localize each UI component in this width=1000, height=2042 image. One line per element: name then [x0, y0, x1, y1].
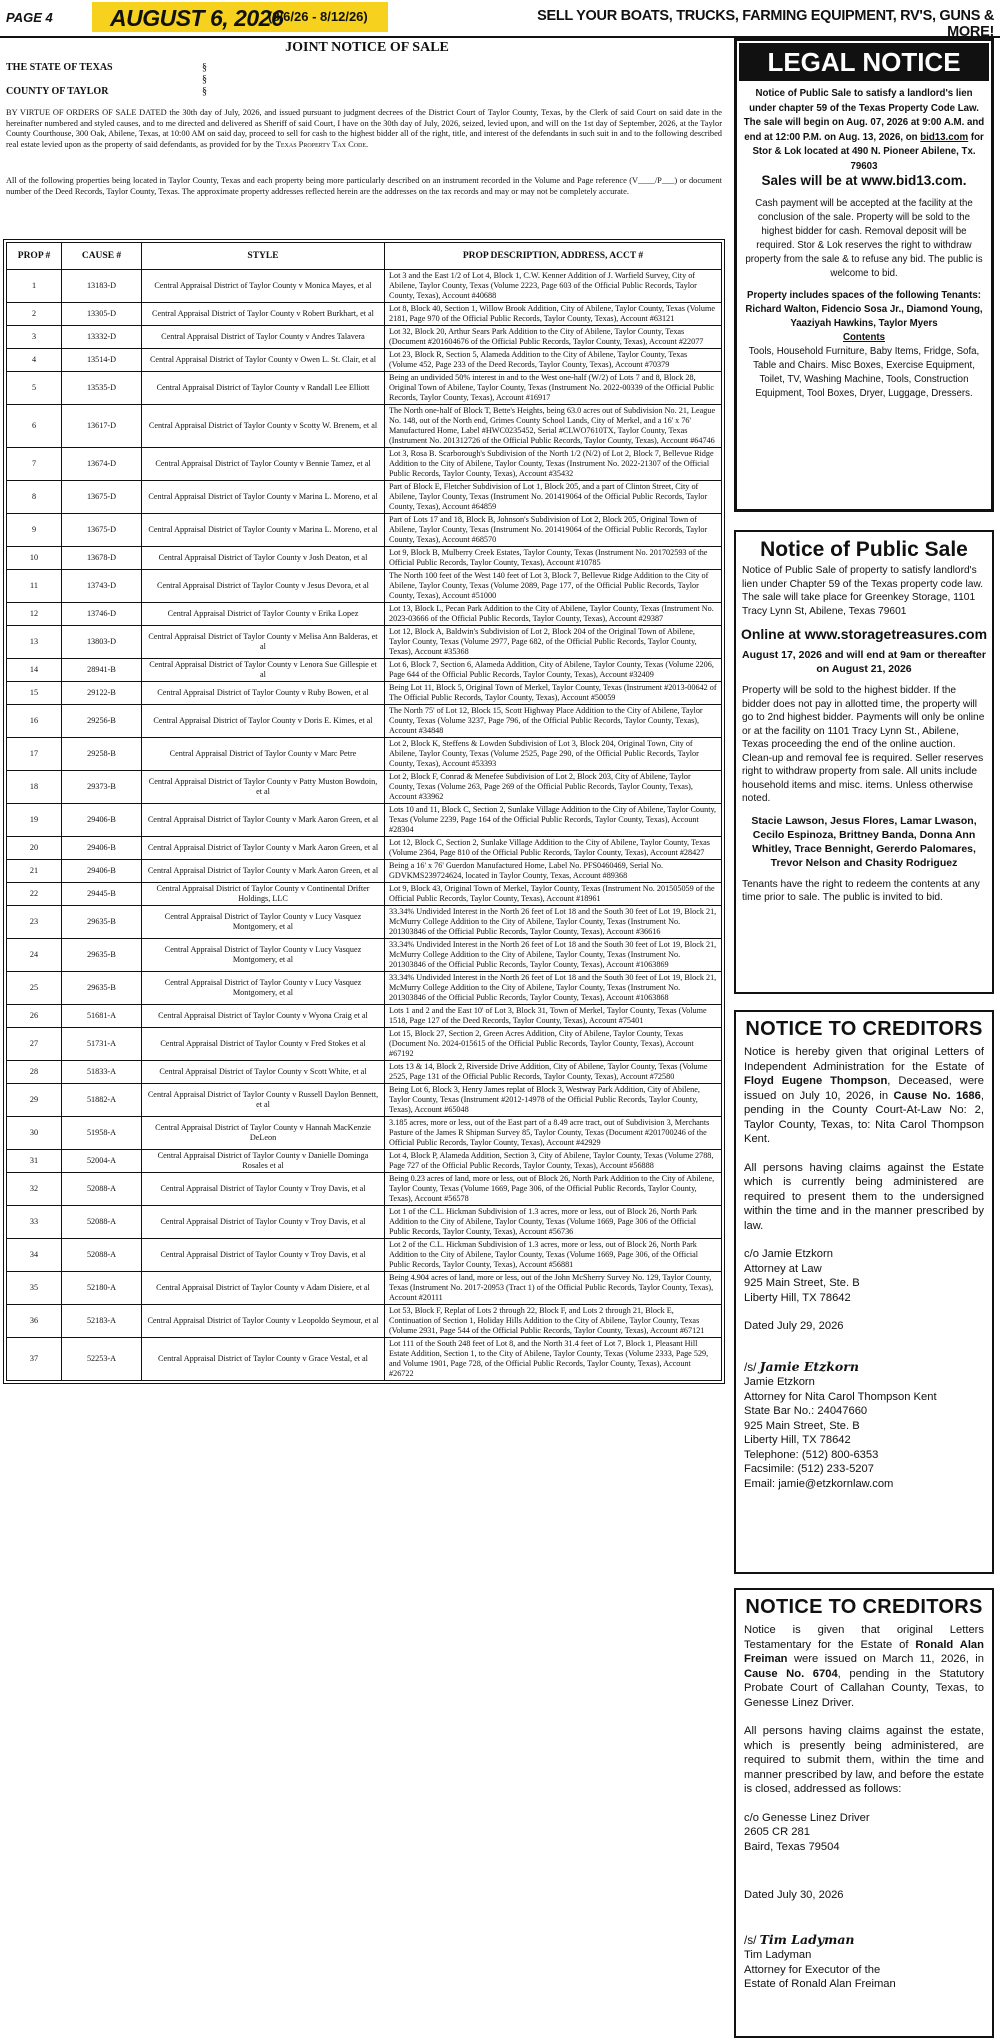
col-cause: CAUSE #: [62, 243, 142, 269]
table-row: [7, 303, 721, 326]
public-sale-terms: Property will be sold to the highest bidder. If the bidder does not pay in allotted time, the property will go to 2nd highest bidder. Payments will only be online or at the facility on 1101 Tracy Lynn St., Abilene, Texas proceeding the end of the online auction. Clean-up and removal fee is required. Seller reserves right to withdraw property from sale. All units include household items and misc. items. Unless otherwise noted.: [742, 685, 985, 804]
cause-number: 29258-B: [62, 738, 142, 770]
location-paragraph: All of the following properties being located in Taylor County, Texas and each property being more particularly described on an instrument recorded in the Volume and Page reference (V____/P___) or document number of the Deed Records, Taylor County, Texas. The approximate property addresses reflected herein are the addresses on the tax records and may or may not be completely accurate.: [6, 176, 722, 196]
cause-number: 13183-D: [62, 270, 142, 302]
property-description: Lots 1 and 2 and the East 10' of Lot 3, Block 31, Town of Merkel, Taylor County, Texas (Volume 1518, Page 127 of the Deed Records, Taylor County, Texas), Account #75401: [389, 1006, 707, 1025]
property-description: Lot 111 of the South 248 feet of Lot 8, and the North 31.4 feet of Lot 7, Block 1, Pleasant Hill Estate Addition, Section 1, to the City of Abilene, Taylor County, Texas (Volume 2333, Page 529, and Volume 1901, Page 728, of the Official Public Records, Taylor County, Texas), Account #26722: [389, 1339, 709, 1378]
case-style: Central Appraisal District of Taylor County v Randall Lee Elliott: [142, 372, 385, 404]
case-style: Central Appraisal District of Taylor County v Marc Petre: [142, 738, 385, 770]
case-style: Central Appraisal District of Taylor County v Wyona Craig et al: [142, 1005, 385, 1027]
prop-number: 37: [7, 1338, 62, 1380]
case-style: Central Appraisal District of Taylor County v Ruby Bowen, et al: [142, 682, 385, 704]
property-description: 33.34% Undivided Interest in the North 26 feet of Lot 18 and the South 30 feet of Lot 19, Block 21, McMurry College Addition to the City of Abilene, Taylor County, Texas (Instrument No. 201303846 of the Official Public Records, Taylor County, Texas), Account #1063869: [389, 940, 717, 969]
table-row: [7, 481, 721, 514]
table-body: [7, 270, 721, 1380]
cause-number: 13305-D: [62, 303, 142, 325]
prop-number: 33: [7, 1206, 62, 1238]
property-description: The North 100 feet of the West 140 feet of Lot 3, Block 7, Bellevue Ridge Addition to the City of Abilene, Taylor County, Texas (Volume 2089, Page 177, of the Official Public Records, Taylor County, Texas), Account #51000: [389, 571, 709, 600]
property-description: 33.34% Undivided Interest in the North 26 feet of Lot 18 and the South 30 feet of Lot 19, Block 21, McMurry College Addition to the City of Abilene, Taylor County, Texas (Instrument No. 201303846 of the Official Public Records, Taylor County, Texas), Account #1063868: [389, 973, 717, 1002]
signature: /s/ Jamie Etzkorn: [744, 1358, 859, 1374]
cause-number: 29406-B: [62, 804, 142, 836]
property-description: Lot 3, Rosa B. Scarborough's Subdivision of the North 1/2 (N/2) of Lot 2, Block 7, Bellevue Ridge Addition to the City of Abilene, Taylor County, Texas (Instrument No. 2022-21307 of the Official Public Records, Taylor County, Texas), Account #35432: [389, 449, 714, 478]
prop-number: 11: [7, 570, 62, 602]
property-description: Being a 16' x 76' Guerdon Manufactured Home, Label No. PFS0460469, Serial No. GDVKMS239724624, located in Taylor County, Texas, Account #89368: [389, 861, 664, 880]
prop-number: 26: [7, 1005, 62, 1027]
cause-number: 13617-D: [62, 405, 142, 447]
signature-name: Tim Ladyman: [759, 1931, 855, 1947]
property-description: Lot 53, Block F, Replat of Lots 2 through 22, Block F, and Lots 2 through 21, Block E, Continuation of Section 1, Holiday Hills Addition to the City of Abilene, Taylor County, Texas (Volume 2931, Page 544 of the Official Public Records, Taylor County, Texas), Account #67121: [389, 1306, 705, 1335]
property-description: Lot 9, Block B, Mulberry Creek Estates, Taylor County, Texas (Instrument No. 201702593 of the Official Public Records, Taylor County, Texas), Account #10785: [389, 548, 708, 567]
page-header: [0, 0, 1000, 38]
public-sale-tenants: Stacie Lawson, Jesus Flores, Lamar Lwason, Cecilo Espinoza, Brittney Banda, Donna Ann Whitley, Trace Bennight, Gererdo Palomares, Trevor Nelson and Chasity Rodriguez: [751, 814, 977, 869]
cause-number: 29406-B: [62, 837, 142, 859]
property-description: Being Lot 6, Block 3, Henry James replat of Block 3, Westway Park Addition, City of Abilene, Taylor County, Texas (Instrument #2012-14978 of the Official Public Records, Taylor County, Texas), Account #65048: [389, 1085, 700, 1114]
table-row: [7, 738, 721, 771]
prop-number: 21: [7, 860, 62, 882]
prop-number: 30: [7, 1117, 62, 1149]
bid13-link[interactable]: bid13.com: [920, 131, 969, 143]
case-style: Central Appraisal District of Taylor County v Lucy Vasquez Montgomery, et al: [142, 972, 385, 1004]
case-style: Central Appraisal District of Taylor County v Lucy Vasquez Montgomery, et al: [142, 939, 385, 971]
contents-label: Contents: [843, 331, 885, 343]
case-style: Central Appraisal District of Taylor County v Jesus Devora, et al: [142, 570, 385, 602]
property-description: Lot 15, Block 27, Section 2, Green Acres Addition, City of Abilene, Taylor County, Texas (Document No. 2024-015615 of the Official Public Records, Taylor County, Texas), Account #67192: [389, 1029, 694, 1058]
cause-number: 13746-D: [62, 603, 142, 625]
legal-notice: [734, 38, 994, 512]
case-style: Central Appraisal District of Taylor County v Russell Daylon Bennett, et al: [142, 1084, 385, 1116]
table-header: [7, 243, 721, 270]
table-row: [7, 626, 721, 659]
property-description: Part of Lots 17 and 18, Block B, Johnson's Subdivision of Lot 2, Block 205, Original Town of Abilene, Taylor County, Texas (Instrument No. 201419064 of the Official Public Records, Taylor County, Texas), Account #68570: [389, 515, 708, 544]
table-row: [7, 659, 721, 682]
section-symbol: §: [202, 86, 207, 97]
prop-number: 24: [7, 939, 62, 971]
orders-paragraph: BY VIRTUE OF ORDERS OF SALE DATED the 30th day of July, 2026, and issued pursuant to judgment decrees of the District Court of Taylor County, Texas, by the Clerk of said Court on said date in the hereinafter numbered and styled causes, and to me directed and delivered as Sheriff of said Court, I have on the 30th day of July, 2026, seized, levied upon, and will on the 1st day of September, 2026, at the Taylor County Courthouse, 300 Oak, Abilene, Texas, at 10:00 AM on said day, proceed to sell for cash to the highest bidder all of the right, title, and interest of the defendants in such suit in and to the following described real estate levied upon as the property of said defendants, as provided for by the Texas Property Tax Code.: [6, 108, 722, 149]
section-symbol: §: [202, 74, 207, 85]
case-style: Central Appraisal District of Taylor County v Fred Stokes et al: [142, 1028, 385, 1060]
prop-number: 3: [7, 326, 62, 348]
case-style: Central Appraisal District of Taylor County v Troy Davis, et al: [142, 1173, 385, 1205]
cause-number: Cause No. 6704: [744, 1667, 838, 1680]
public-sale-dates: August 17, 2026 and will end at 9am or thereafter on August 21, 2026: [742, 649, 986, 675]
case-style: Central Appraisal District of Taylor County v Continental Drifter Holdings, LLC: [142, 883, 385, 905]
joint-notice-title: JOINT NOTICE OF SALE: [285, 40, 449, 55]
table-row: [7, 1338, 721, 1380]
property-description: Lot 2, Block F, Conrad & Menefee Subdivision of Lot 2, Block 203, City of Abilene, Taylor County, Texas (Volume 263, Page 269 of the Official Public Records, Taylor County, Texas), Account #33962: [389, 772, 693, 801]
prop-number: 17: [7, 738, 62, 770]
cause-number: 51731-A: [62, 1028, 142, 1060]
creditors-address: c/o Genesse Linez Driver 2605 CR 281 Baird, Texas 79504: [744, 1811, 870, 1853]
cause-number: 29635-B: [62, 939, 142, 971]
cause-number: 13675-D: [62, 514, 142, 546]
table-row: [7, 1005, 721, 1028]
creditors-dated: Dated July 30, 2026: [744, 1889, 844, 1901]
table-row: [7, 603, 721, 626]
issue-date: AUGUST 6, 2026: [110, 5, 284, 31]
case-style: Central Appraisal District of Taylor County v Hannah MacKenzie DeLeon: [142, 1117, 385, 1149]
cause-number: 29256-B: [62, 705, 142, 737]
prop-number: 25: [7, 972, 62, 1004]
table-row: [7, 1084, 721, 1117]
property-description: Being 4.904 acres of land, more or less, out of the John McSherry Survey No. 129, Taylor County, Texas (Instrument No. 2017-20953 (Tract 1) of the Official Public Records, Taylor County, Texas), Account #20111: [389, 1273, 714, 1302]
public-sale-redeem: Tenants have the right to redeem the contents at any time prior to sale. The public is invited to bid.: [742, 878, 980, 903]
cause-number: 13675-D: [62, 481, 142, 513]
table-row: [7, 972, 721, 1005]
prop-number: 2: [7, 303, 62, 325]
prop-number: 12: [7, 603, 62, 625]
notice-to-creditors-freiman: [734, 1588, 994, 2038]
case-style: Central Appraisal District of Taylor County v Monica Mayes, et al: [142, 270, 385, 302]
section-symbol: §: [202, 62, 207, 73]
property-description: Lot 12, Block A, Baldwin's Subdivision of Lot 2, Block 204 of the Original Town of Abilene, Taylor County, Texas (Volume 2977, Page 682, of the Official Public Records, Taylor County, Texas), Account #35368: [389, 627, 697, 656]
cause-number: 13674-D: [62, 448, 142, 480]
case-style: Central Appraisal District of Taylor County v Lenora Sue Gillespie et al: [142, 659, 385, 681]
signature-block: Tim Ladyman Attorney for Executor of the Estate of Ronald Alan Freiman: [744, 1949, 896, 1990]
cause-number: 29635-B: [62, 906, 142, 938]
prop-number: 15: [7, 682, 62, 704]
case-style: Central Appraisal District of Taylor County v Josh Deaton, et al: [142, 547, 385, 569]
prop-number: 8: [7, 481, 62, 513]
cause-number: 52088-A: [62, 1173, 142, 1205]
prop-number: 14: [7, 659, 62, 681]
table-row: [7, 349, 721, 372]
property-description: Being an undivided 50% interest in and to the West one-half (W/2) of Lots 7 and 8, Block 28, Original Town of Abilene, Taylor County, Texas (Instrument No. 2022-00339 of the Official Public Records, Taylor County, Texas), Account #16917: [389, 373, 715, 402]
case-style: Central Appraisal District of Taylor County v Danielle Dominga Rosales et al: [142, 1150, 385, 1172]
col-style: STYLE: [142, 243, 385, 269]
creditors-claims: All persons having claims against the Estate which is currently being administered are required to present them to the undersigned within the time and in the manner prescribed by law.: [744, 1161, 984, 1232]
table-row: [7, 837, 721, 860]
prop-number: 18: [7, 771, 62, 803]
sales-site: Sales will be at www.bid13.com.: [761, 173, 967, 188]
table-row: [7, 1305, 721, 1338]
property-table: [6, 242, 722, 1381]
table-row: [7, 326, 721, 349]
issue-range: (8/6/26 - 8/12/26): [268, 9, 368, 24]
property-description: Lot 1 of the C.L. Hickman Subdivision of 1.3 acres, more or less, out of Block 26, North Park Addition to the City of Abilene, Taylor County, Texas (Volume 1669, Page 306 of the Official Public Records, Taylor County, Texas), Account #56736: [389, 1207, 697, 1236]
creditors-dated: Dated July 29, 2026: [744, 1320, 844, 1332]
property-description: Being Lot 11, Block 5, Original Town of Merkel, Taylor County, Texas (Instrument #2013-00642 of The Official Public Records, Taylor County, Texas), Account #50059: [389, 683, 717, 702]
cause-number: 52088-A: [62, 1206, 142, 1238]
prop-number: 32: [7, 1173, 62, 1205]
col-description: PROP DESCRIPTION, ADDRESS, ACCT #: [462, 251, 644, 261]
prop-number: 16: [7, 705, 62, 737]
property-description: Lot 12, Block C, Section 2, Sunlake Village Addition to the City of Abilene, Taylor County, Texas (Volume 2364, Page 810 of the Official Public Records, Taylor County, Texas), Account #28427: [389, 838, 710, 857]
public-sale-title: Notice of Public Sale: [760, 538, 968, 561]
property-description: 33.34% Undivided Interest in the North 26 feet of Lot 18 and the South 30 feet of Lot 19, Block 21, McMurry College Addition to the City of Abilene, Taylor County, Texas (Instrument No. 201303846 of the Official Public Records, Taylor County, Texas), Account #36616: [389, 907, 717, 936]
property-description: Lots 10 and 11, Block C, Section 2, Sunlake Village Addition to the City of Abilene, Taylor County, Texas (Volume 2239, Page 164 of the Official Public Records, Taylor County, Texas), Account #28304: [389, 805, 717, 834]
table-row: [7, 705, 721, 738]
table-row: [7, 448, 721, 481]
property-description: Lot 32, Block 20, Arthur Sears Park Addition to the City of Abilene, Taylor County, Texas (Document #201604676 of the Official Public Records, Taylor County, Texas), Account #22077: [389, 327, 704, 346]
prop-number: 28: [7, 1061, 62, 1083]
prop-number: 35: [7, 1272, 62, 1304]
prop-number: 20: [7, 837, 62, 859]
cause-number: 52183-A: [62, 1305, 142, 1337]
date-banner: [92, 2, 388, 32]
property-description: Lot 2, Block K, Steffens & Lowden Subdivision of Lot 3, Block 204, Original Town, City of Abilene, Taylor County, Texas (Volume 2525, Page 290, of the Official Public Records, Taylor County, Texas), Account #53393: [389, 739, 699, 768]
table-row: [7, 1239, 721, 1272]
cause-number: 52004-A: [62, 1150, 142, 1172]
table-row: [7, 570, 721, 603]
cause-number: 29635-B: [62, 972, 142, 1004]
case-style: Central Appraisal District of Taylor County v Leopoldo Seymour, et al: [142, 1305, 385, 1337]
notice-to-creditors-thompson: [734, 1010, 994, 1574]
case-style: Central Appraisal District of Taylor County v Marina L. Moreno, et al: [142, 514, 385, 546]
county-line: COUNTY OF TAYLOR: [6, 86, 109, 97]
property-description: Lot 13, Block L, Pecan Park Addition to the City of Abilene, Taylor County, Texas (Instrument No. 2023-03666 of the Official Public Records, Taylor County, Texas), Account #29387: [389, 604, 714, 623]
signature-name: Jamie Etzkorn: [759, 1358, 859, 1374]
prop-number: 13: [7, 626, 62, 658]
property-description: Lot 23, Block R, Section 5, Alameda Addition to the City of Abilene, Taylor County, Texas (Volume 452, Page 233 of the Deed Records, Taylor County, Texas), Account #70379: [389, 350, 688, 369]
cause-number: 52180-A: [62, 1272, 142, 1304]
state-line: THE STATE OF TEXAS: [6, 62, 113, 73]
prop-number: 29: [7, 1084, 62, 1116]
prop-number: 6: [7, 405, 62, 447]
case-style: Central Appraisal District of Taylor County v Owen L. St. Clair, et al: [142, 349, 385, 371]
legal-notice-intro: Notice of Public Sale to satisfy a landlord's lien under chapter 59 of the Texas Property Code Law. The sale will begin on Aug. 07, 2026 at 9:00 A.M. and end at 12:00 P.M. on Aug. 13, 2026, on bid13.com for Stor & Lok located at 490 N. Pioneer Abilene, Tx. 79603 Sales will be at www.bid13.com.: [743, 88, 985, 188]
prop-number: 7: [7, 448, 62, 480]
prop-number: 10: [7, 547, 62, 569]
table-row: [7, 405, 721, 448]
table-row: [7, 1117, 721, 1150]
cause-number: 51833-A: [62, 1061, 142, 1083]
table-row: [7, 906, 721, 939]
case-style: Central Appraisal District of Taylor County v Melisa Ann Balderas, et al: [142, 626, 385, 658]
prop-number: 22: [7, 883, 62, 905]
signature-block: Jamie Etzkorn Attorney for Nita Carol Thompson Kent State Bar No.: 24047660 925 Main Street, Ste. B Liberty Hill, TX 78642 Telephone: (512) 800-6353 Facsimile: (512) 233-5207 Email: jamie@etzkornlaw.com: [744, 1376, 937, 1490]
page-label: PAGE 4: [6, 10, 53, 25]
table-row: [7, 883, 721, 906]
cause-number: 52088-A: [62, 1239, 142, 1271]
table-row: [7, 1173, 721, 1206]
property-description: Being 0.23 acres of land, more or less, out of Block 26, North Park Addition to the City of Abilene, Taylor County, Texas (Volume 1669, Page 306, of the Official Public Records, Taylor County, Texas), Account #56578: [389, 1174, 715, 1203]
prop-number: 9: [7, 514, 62, 546]
case-style: Central Appraisal District of Taylor County v Adam Disiere, et al: [142, 1272, 385, 1304]
prop-number: 27: [7, 1028, 62, 1060]
prop-number: 34: [7, 1239, 62, 1271]
prop-number: 1: [7, 270, 62, 302]
table-row: [7, 1028, 721, 1061]
creditors-claims: All persons having claims against the estate, which is presently being administered, are required to submit them, within the time and manner prescribed by law, and before the estate is closed, addressed as follows:: [744, 1725, 984, 1795]
cause-number: 13803-D: [62, 626, 142, 658]
creditors-address: c/o Jamie Etzkorn Attorney at Law 925 Main Street, Ste. B Liberty Hill, TX 78642: [744, 1248, 860, 1304]
case-style: Central Appraisal District of Taylor County v Mark Aaron Green, et al: [142, 860, 385, 882]
case-style: Central Appraisal District of Taylor County v Grace Vestal, et al: [142, 1338, 385, 1380]
joint-notice-of-sale: [6, 38, 728, 2038]
case-style: Central Appraisal District of Taylor County v Lucy Vasquez Montgomery, et al: [142, 906, 385, 938]
legal-notice-title: LEGAL NOTICE: [739, 43, 989, 81]
property-description: Lot 8, Block 40, Section 1, Willow Brook Addition, City of Abilene, Taylor County, Texas (Volume 2181, Page 970 of the Official Public Records, Taylor County, Texas), Account #63121: [389, 304, 716, 323]
public-sale-intro: Notice of Public Sale of property to satisfy landlord's lien under Chapter 59 of the Texas property code law. The sale will take place for Greenkey Storage, 1101 Tracy Lynn St, Abilene, Texas 79601: [742, 565, 984, 617]
case-style: Central Appraisal District of Taylor County v Troy Davis, et al: [142, 1239, 385, 1271]
tax-code: Texas Property Tax Code: [275, 139, 367, 149]
case-style: Central Appraisal District of Taylor County v Doris E. Kimes, et al: [142, 705, 385, 737]
prop-number: 5: [7, 372, 62, 404]
case-style: Central Appraisal District of Taylor County v Bennie Tamez, et al: [142, 448, 385, 480]
cause-number: 29373-B: [62, 771, 142, 803]
decedent-name: Ronald Alan Freiman: [744, 1638, 984, 1665]
case-style: Central Appraisal District of Taylor County v Marina L. Moreno, et al: [142, 481, 385, 513]
property-description: Lot 3 and the East 1/2 of Lot 4, Block 1, C.W. Kenner Addition of J. Warfield Survey, City of Abilene, Taylor County, Texas (Volume 2223, Page 603 of the Official Public Records, Taylor County, Texas), Account #40688: [389, 271, 697, 300]
property-description: Lot 9, Block 43, Original Town of Merkel, Taylor County, Texas (Instrument No. 201505059 of the Official Public Records, Taylor County, Texas), Account #18961: [389, 884, 715, 903]
property-description: Part of Block E, Fletcher Subdivision of Lot 1, Block 205, and a part of Clinton Street, City of Abilene, Taylor County, Texas (Instrument No. 201419064 of the Official Public Records, Taylor County, Texas), Account #64859: [389, 482, 708, 511]
cause-number: 13678-D: [62, 547, 142, 569]
case-style: Central Appraisal District of Taylor County v Robert Burkhart, et al: [142, 303, 385, 325]
table-row: [7, 372, 721, 405]
table-row: [7, 514, 721, 547]
property-description: Lot 4, Block P, Alameda Addition, Section 3, City of Abilene, Taylor County, Texas (Volume 2788, Page 727 of the Official Public Records, Taylor County, Texas), Account #56888: [389, 1151, 714, 1170]
cause-number: 51882-A: [62, 1084, 142, 1116]
property-description: Lot 2 of the C.L. Hickman Subdivision of 1.3 acres, more or less, out of Block 26, North Park Addition to the City of Abilene, Taylor County, Texas (Volume 1669, Page 306, of the Official Public Records, Taylor County, Texas), Account #56881: [389, 1240, 699, 1269]
property-description: The North 75' of Lot 12, Block 15, Scott Highway Place Addition to the City of Abilene, Taylor County, Texas (Volume 3237, Page 796, of the Official Public Records, Taylor County, Texas), Account #34848: [389, 706, 703, 735]
public-sale-notice: [734, 530, 994, 994]
prop-number: 19: [7, 804, 62, 836]
cause-number: 29406-B: [62, 860, 142, 882]
table-row: [7, 1272, 721, 1305]
cause-number: 29445-B: [62, 883, 142, 905]
cause-number: 52253-A: [62, 1338, 142, 1380]
prop-number: 23: [7, 906, 62, 938]
col-prop: PROP #: [7, 243, 62, 269]
cause-number: Cause No. 1686: [893, 1089, 981, 1102]
case-style: Central Appraisal District of Taylor County v Andres Talavera: [142, 326, 385, 348]
table-row: [7, 1206, 721, 1239]
cause-number: 13535-D: [62, 372, 142, 404]
decedent-name: Floyd Eugene Thompson: [744, 1075, 888, 1087]
creditors-paragraph: Notice is hereby given that original Letters of Independent Administration for the Estate of Floyd Eugene Thompson, Deceased, were issued on July 10, 2026, in Cause No. 1686, pending in the County Court-At-Law No: 2, Taylor County, Texas, to: Nita Carol Thompson Kent.: [744, 1046, 984, 1145]
case-style: Central Appraisal District of Taylor County v Scotty W. Brenem, et al: [142, 405, 385, 447]
cause-number: 13743-D: [62, 570, 142, 602]
header-slogan: SELL YOUR BOATS, TRUCKS, FARMING EQUIPMENT, RV'S, GUNS & MORE!: [537, 8, 994, 40]
cause-number: 29122-B: [62, 682, 142, 704]
legal-notice-tenants: Property includes spaces of the following Tenants: Richard Walton, Fidencio Sosa Jr., Diamond Young, Yaaziyah Hawkins, Taylor Myers: [745, 289, 983, 329]
prop-number: 4: [7, 349, 62, 371]
creditors-title: NOTICE TO CREDITORS: [745, 1018, 983, 1040]
cause-number: 51958-A: [62, 1117, 142, 1149]
table-row: [7, 270, 721, 303]
cause-number: 28941-B: [62, 659, 142, 681]
table-row: [7, 804, 721, 837]
property-description: Lots 13 & 14, Block 2, Riverside Drive Addition, City of Abilene, Taylor County, Texas (Volume 2525, Page 131 of the Official Public Records, Taylor County, Texas), Account #72580: [389, 1062, 708, 1081]
table-row: [7, 1061, 721, 1084]
contents-list: Tools, Household Furniture, Baby Items, Fridge, Sofa, Table and Chairs. Misc Boxes, Exercise Equipment, Toilet, TV, Washing Machine, Tools, Construction Equipment, Tool Boxes, Dryer, Luggage, Dressers.: [748, 345, 980, 399]
property-description: 3.185 acres, more or less, out of the East part of a 8.49 acre tract, out of Subdivision 3, Merchants Pasture of the James R Shipman Survey 85, Taylor County, Texas (Document #201700246 of the Official Public Records, Taylor County, Texas), Account #42929: [389, 1118, 710, 1147]
table-row: [7, 682, 721, 705]
table-row: [7, 939, 721, 972]
table-row: [7, 547, 721, 570]
table-row: [7, 860, 721, 883]
table-row: [7, 771, 721, 804]
cause-number: 13332-D: [62, 326, 142, 348]
prop-number: 36: [7, 1305, 62, 1337]
case-style: Central Appraisal District of Taylor County v Patty Muston Bowdoin, et al: [142, 771, 385, 803]
property-description: Lot 6, Block 7, Section 6, Alameda Addition, City of Abilene, Taylor County, Texas (Volume 2206, Page 644 of the Official Public Records, Taylor County, Texas), Account #32409: [389, 660, 714, 679]
case-style: Central Appraisal District of Taylor County v Erika Lopez: [142, 603, 385, 625]
creditors-paragraph: Notice is given that original Letters Testamentary for the Estate of Ronald Alan Freiman were issued on March 11, 2026, in Cause No. 6704, pending in the Statutory Probate Court of Callahan County, Texas, to Genesse Linez Driver.: [744, 1624, 984, 1709]
case-style: Central Appraisal District of Taylor County v Troy Davis, et al: [142, 1206, 385, 1238]
creditors-title: NOTICE TO CREDITORS: [745, 1596, 983, 1618]
public-sale-online: Online at www.storagetreasures.com: [740, 626, 988, 642]
case-style: Central Appraisal District of Taylor County v Mark Aaron Green, et al: [142, 837, 385, 859]
case-style: Central Appraisal District of Taylor County v Scott White, et al: [142, 1061, 385, 1083]
property-description: The North one-half of Block T, Bette's Heights, being 63.0 acres out of Subdivision No. 21, League No. 148, out of the North end, Grimes County School Lands, City of Merkel, and a 16' x 76' Manufactured Home, Label #HWC0235452, Serial #CLWO7610TX, Taylor County, Texas (Instrument No. 201312726 of the Official Public Records, Taylor County, Texas), Account #64746: [389, 406, 716, 445]
cause-number: 51681-A: [62, 1005, 142, 1027]
legal-notice-terms: Cash payment will be accepted at the facility at the conclusion of the sale. Property will be sold to the highest bidder for cash. Removal deposit will be required. Stor & Lok reserves the right to withdraw property from the sale & to refuse any bid. The public is welcome to bid.: [745, 197, 983, 279]
prop-number: 31: [7, 1150, 62, 1172]
signature: /s/ Tim Ladyman: [744, 1931, 855, 1947]
cause-number: 13514-D: [62, 349, 142, 371]
case-style: Central Appraisal District of Taylor County v Mark Aaron Green, et al: [142, 804, 385, 836]
table-row: [7, 1150, 721, 1173]
